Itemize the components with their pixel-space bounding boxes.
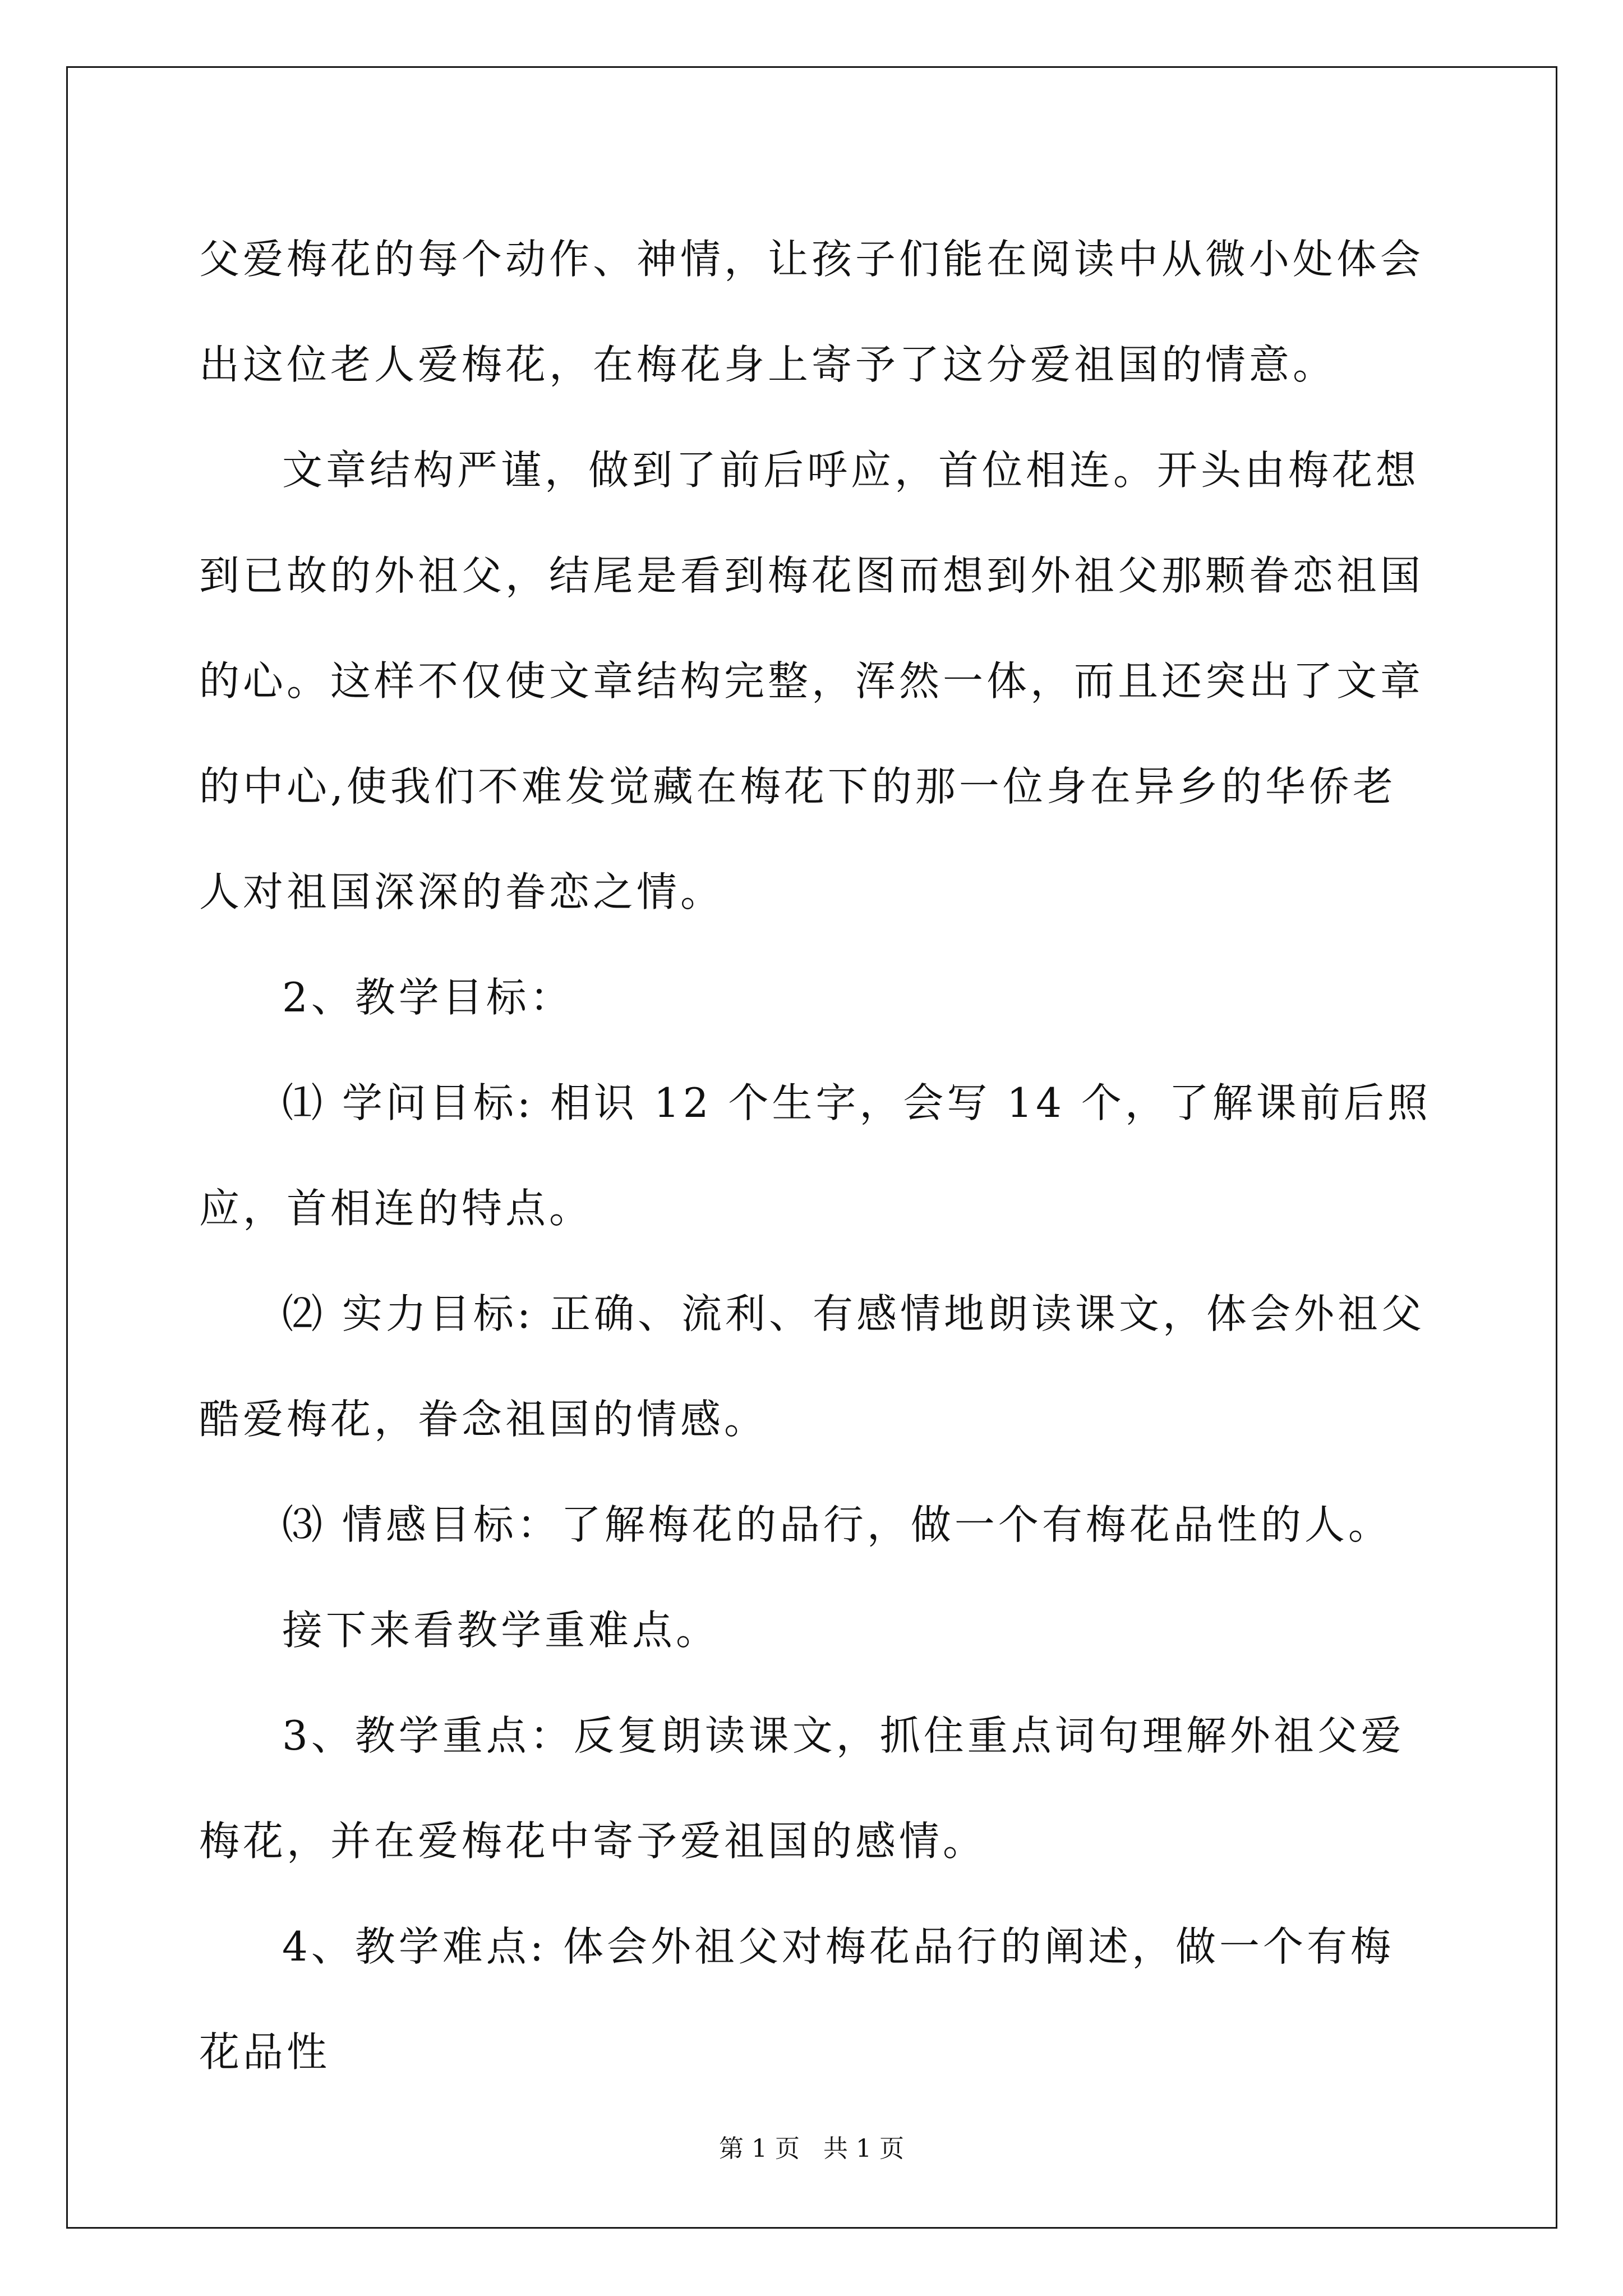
document-body [199, 206, 1433, 2105]
paragraph-6: ⑶ 情感目标：了解梅花的品行，做一个有梅花品性的人。 [282, 1501, 1392, 1548]
paragraph-9: 4、教学难点: 体会外祖父对梅花品行的阐述，做一个有梅花品性 [199, 1923, 1394, 2076]
paragraph-1: 父爱梅花的每个动作、神情，让孩子们能在阅读中从微小处体会出这位老人爱梅花，在梅花身上寄予了这分爱祖国的情意。 [199, 236, 1424, 388]
paragraph-4: ⑴ 学问目标: 相识 12 个生字，会写 14 个，了解课前后照应，首相连的特点。 [199, 1079, 1431, 1232]
paragraph-5: ⑵ 实力目标: 正确、流利、有感情地朗读课文，体会外祖父酷爱梅花，眷念祖国的情感。 [199, 1290, 1426, 1443]
paragraph-3: 2、教学目标： [282, 974, 574, 1021]
page-footer: 第 1 页 共 1 页 [719, 2134, 904, 2163]
paragraph-2: 文章结构严谨，做到了前后呼应，首位相连。开头由梅花想到已故的外祖父，结尾是看到梅花图而想到外祖父那颗眷恋祖国的心。这样不仅使文章结构完整，浑然一体，而且还突出了文章的中心,使我们不难发觉藏在梅花下的那一位身在异乡的华侨老人对祖国深深的眷恋之情。 [199, 447, 1424, 915]
paragraph-7: 接下来看教学重难点。 [282, 1607, 720, 1654]
paragraph-8: 3、教学重点：反复朗读课文，抓住重点词句理解外祖父爱梅花，并在爱梅花中寄予爱祖国的感情。 [199, 1712, 1405, 1865]
